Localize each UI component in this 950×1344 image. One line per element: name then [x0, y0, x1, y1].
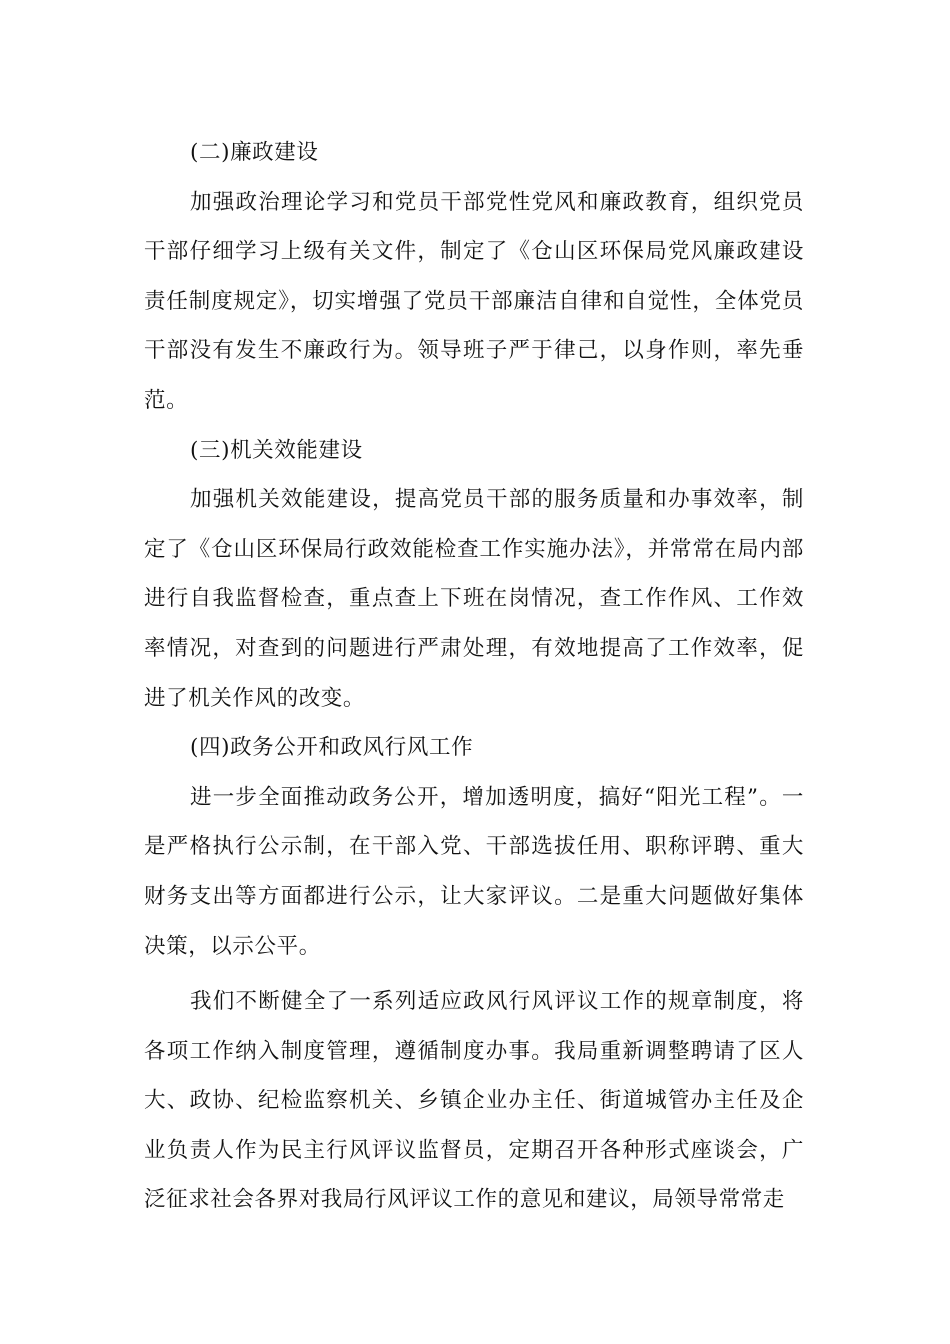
paragraph-integrity: 加强政治理论学习和党员干部党性党风和廉政教育，组织党员干部仔细学习上级有关文件，制定了《仓山区环保局党风廉政建设责任制度规定》，切实增强了党员干部廉洁自律和自觉性，全体党员干部没有发生不廉政行为。领导班子严于律己，以身作则，率先垂范。: [144, 189, 804, 413]
paragraph-openness-2: 我们不断健全了一系列适应政风行风评议工作的规章制度，将各项工作纳入制度管理，遵循制度办事。我局重新调整聘请了区人大、政协、纪检监察机关、乡镇企业办主任、街道城管办主任及企业负责人作为民主行风评议监督员，定期召开各种形式座谈会，广泛征求社会各界对我局行风评议工作的意见和建议，局领导常常走: [144, 989, 804, 1213]
document-body: [144, 128, 804, 1225]
section-heading-openness: (四)政务公开和政风行风工作: [190, 735, 474, 761]
paragraph-openness-1: 进一步全面推动政务公开，增加透明度，搞好“阳光工程”。一是严格执行公示制，在干部入党、干部选拔任用、职称评聘、重大财务支出等方面都进行公示，让大家评议。二是重大问题做好集体决策，以示公平。: [144, 784, 804, 959]
section-heading-efficiency: (三)机关效能建设: [190, 437, 363, 463]
section-heading-integrity: (二)廉政建设: [190, 140, 319, 165]
paragraph-efficiency: 加强机关效能建设，提高党员干部的服务质量和办事效率，制定了《仓山区环保局行政效能检查工作实施办法》，并常常在局内部进行自我监督检查，重点查上下班在岗情况，查工作作风、工作效率情况，对查到的问题进行严肃处理，有效地提高了工作效率，促进了机关作风的改变。: [144, 487, 804, 711]
